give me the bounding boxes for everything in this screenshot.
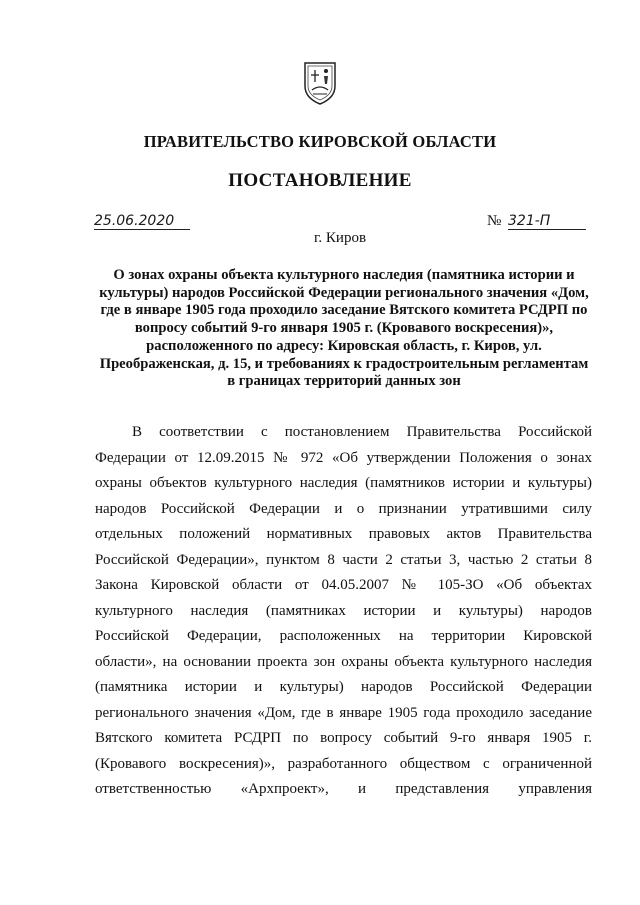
body-line: охраны объектов культурного наследия (памятников истории и культуры) [95, 475, 592, 491]
body-line: регионального значения «Дом, где в январе 1905 года проходило заседание [95, 704, 592, 721]
body-line: Российской Федерации, расположенных на территории Кировской [95, 628, 592, 644]
body-line: В соответствии с постановлением Правительства Российской [132, 424, 592, 440]
body-line: отдельных положений нормативных правовых актов Правительства [95, 526, 592, 542]
document-type: ПОСТАНОВЛЕНИЕ [228, 170, 412, 191]
body-line: (памятника истории и культуры) народов Российской Федерации [95, 679, 592, 695]
document-title: О зонах охраны объекта культурного наследия (памятника истории и культуры) народов Российской Федерации регионального значения «Дом, где в январе 1905 года проходило заседание Вятского комитета РСДРП по вопросу событий 9-го января 1905 г. (Кровавого воскресения)», расположенного по адресу: Кировская область, г. Киров, ул. Преображенская, д. 15, и требованиях к градостроительным регламентам в границах территорий данных зон [99, 267, 589, 390]
document-body [95, 420, 592, 803]
body-line: ответственностью «Архпроект», и представления управления [95, 781, 592, 797]
body-line: Закона Кировской области от 04.05.2007 № 105-ЗО «Об объектах [95, 577, 592, 593]
number-sign: № [487, 213, 502, 229]
government-name: ПРАВИТЕЛЬСТВО КИРОВСКОЙ ОБЛАСТИ [143, 132, 497, 151]
body-line: области», на основании проекта зон охраны объекта культурного наследия [95, 653, 592, 670]
body-line: культурного наследия (памятниках истории и культуры) народов [95, 602, 592, 619]
body-line: Российской Федерации», пунктом 8 части 2 статьи 3, частью 2 статьи 8 [95, 551, 592, 568]
body-line: Федерации от 12.09.2015 № 972 «Об утверждении Положения о зонах [95, 449, 592, 466]
body-line: Вятского комитета РСДРП по вопросу событий 9-го января 1905 г. [95, 730, 592, 746]
city: г. Киров [313, 230, 367, 246]
body-line: народов Российской Федерации и о признании утратившими силу [95, 500, 592, 517]
coat-of-arms-icon [302, 60, 338, 106]
document-date: 25.06.2020 [94, 214, 190, 230]
document-number: 321-П [508, 214, 586, 230]
body-line: (Кровавого воскресения)», разработанного обществом с ограниченной [95, 755, 592, 772]
